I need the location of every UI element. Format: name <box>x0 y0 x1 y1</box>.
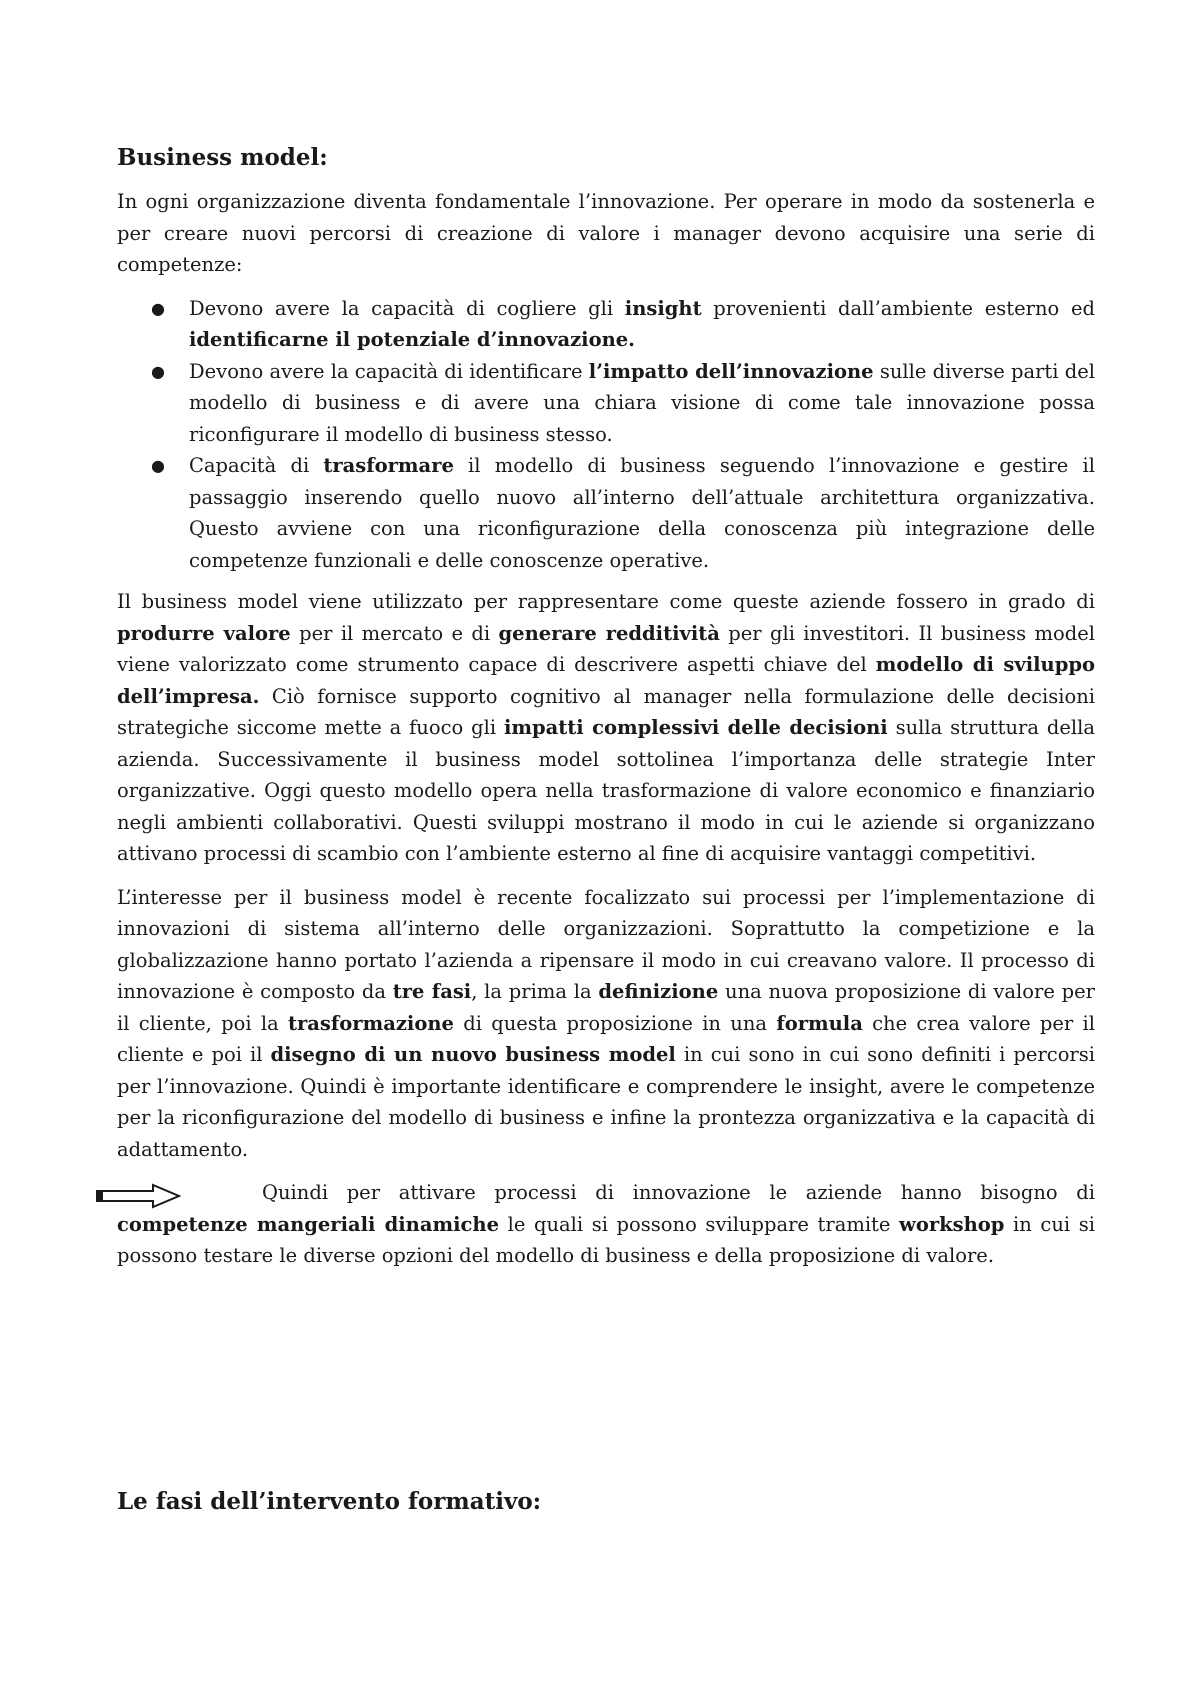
right-arrow-icon <box>95 1183 181 1209</box>
innovation-process-paragraph: L’interesse per il business model è recente focalizzato sui processi per l’implementazione di innovazioni di sistema all’interno delle organizzazioni. Soprattutto la competizione e la globalizzazione hanno portato l’azienda a ripensare il modo in cui creavano valore. Il processo di innovazione è composto da tre fasi, la prima la definizione una nuova proposizione di valore per il cliente, poi la trasformazione di questa proposizione in una formula che crea valore per il cliente e poi il disegno di un nuovo business model in cui sono in cui sono definiti i percorsi per l’innovazione. Quindi è importante identificare e comprendere le insight, avere le competenze per la riconfigurazione del modello di business e infine la prontezza organizzativa e la capacità di adattamento. <box>117 885 1096 1161</box>
bullet-icon: ● <box>151 361 165 381</box>
document-page <box>117 140 1095 1520</box>
blank-space <box>117 1284 1095 1484</box>
list-item: ● Devono avere la capacità di cogliere gli insight provenienti dall’ambiente esterno ed identificarne il potenziale d’innovazione. <box>189 293 1095 356</box>
competenze-list <box>117 293 1095 577</box>
list-item: ● Devono avere la capacità di identificare l’impatto dell’innovazione sulle diverse parti del modello di business e di avere una chiara visione di come tale innovazione possa riconfigurare il modello di business stesso. <box>189 356 1095 451</box>
list-item: ● Capacità di trasformare il modello di business seguendo l’innovazione e gestire il passaggio inserendo quello nuovo all’interno dell’attuale architettura organizzativa. Questo avviene con una riconfigurazione della conoscenza più integrazione delle competenze funzionali e delle conoscenze operative. <box>189 450 1095 576</box>
bullet-icon: ● <box>151 456 165 475</box>
conclusion-paragraph: Quindi per attivare processi di innovazione le aziende hanno bisogno di competenze mangeriali dinamiche le quali si possono sviluppare tramite workshop in cui si possono testare le diverse opzioni del modello di business e della proposizione di valore. <box>117 1177 1095 1272</box>
bullet-icon: ● <box>151 298 165 318</box>
section-heading-business-model: Business model: <box>117 144 328 171</box>
section-heading-fasi: Le fasi dell’intervento formativo: <box>117 1487 542 1515</box>
intro-paragraph: In ogni organizzazione diventa fondamentale l’innovazione. Per operare in modo da sostenerla e per creare nuovi percorsi di creazione di valore i manager devono acquisire una serie di competenze: <box>117 190 1095 276</box>
business-model-paragraph: Il business model viene utilizzato per rappresentare come queste aziende fossero in grado di produrre valore per il mercato e di generare redditività per gli investitori. Il business model viene valorizzato come strumento capace di descrivere aspetti chiave del modello di sviluppo dell’impresa. Ciò fornisce supporto cognitivo al manager nella formulazione delle decisioni strategiche siccome mette a fuoco gli impatti complessivi delle decisioni sulla struttura della azienda. Successivamente il business model sottolinea l’importanza delle strategie Inter organizzative. Oggi questo modello opera nella trasformazione di valore economico e finanziario negli ambienti collaborativi. Questi sviluppi mostrano il modo in cui le aziende si organizzano attivano processi di scambio con l’ambiente esterno al fine di acquisire vantaggi competitivi. <box>117 590 1096 865</box>
